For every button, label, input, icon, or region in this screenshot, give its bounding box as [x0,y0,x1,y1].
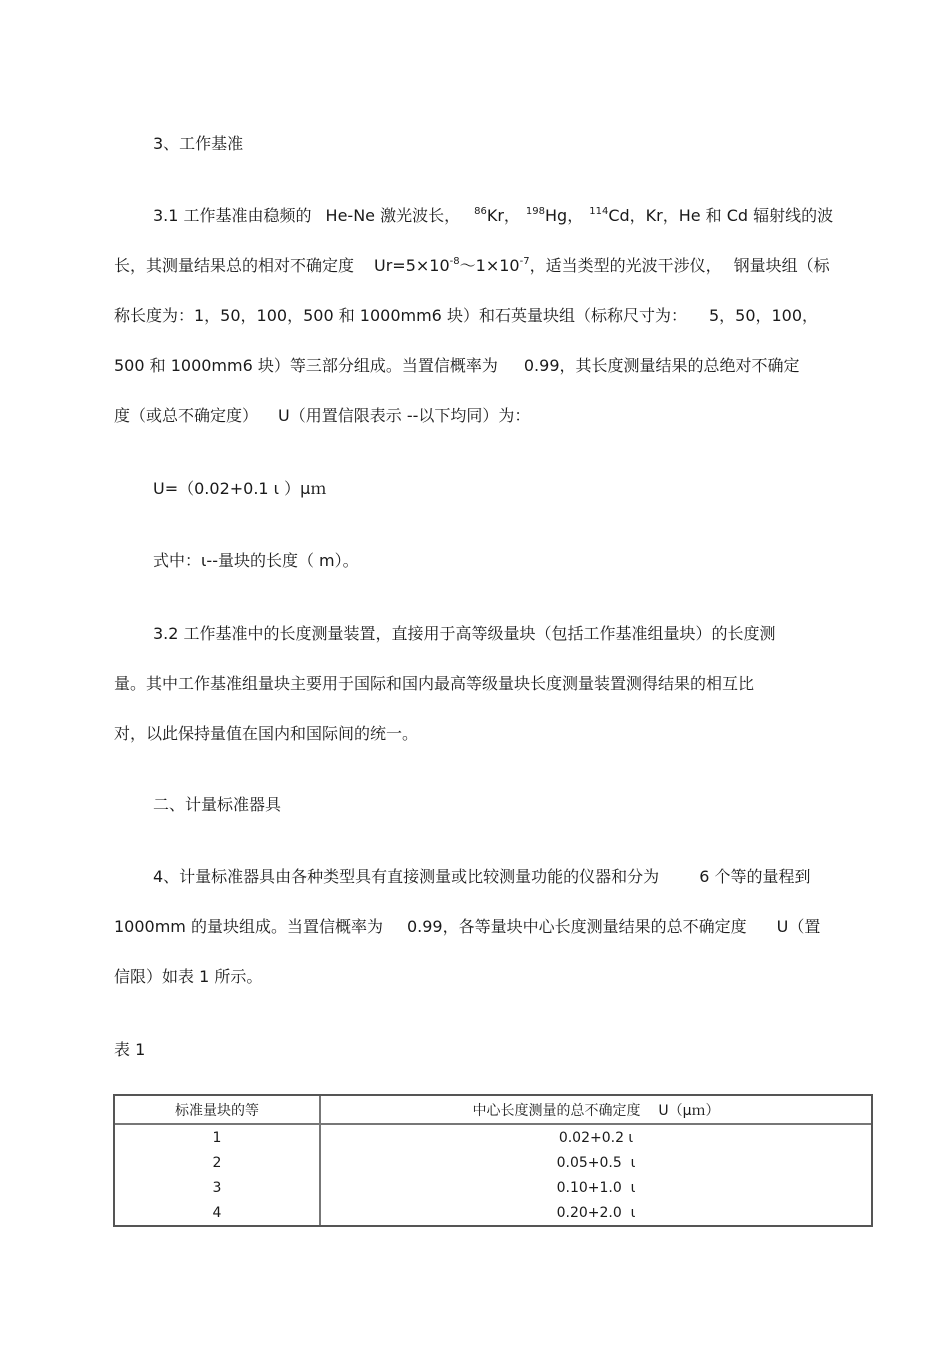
para-4-line-1 [153,867,810,887]
table-caption: 表 1 [114,1040,146,1059]
text: 度（或总不确定度） [114,406,259,425]
superscript: 198 [525,206,546,217]
text: 6 个等的量程到 [699,867,811,886]
column-header: 中心长度测量的总不确定度 U（μｍ） [321,1096,871,1125]
table-cell: 2 [115,1150,321,1175]
superscript: -7 [519,256,530,267]
table-cell: 4 [115,1200,321,1225]
para-3-1-line-2 [114,256,830,276]
text: He-Ne 激光波长， [325,206,461,225]
text: U（置 [776,917,821,936]
table-cell: 0.20+2.0 ι [556,1204,636,1221]
text: U（用置信限表示 --以下均同）为： [278,406,531,425]
text: 长，其测量结果总的相对不确定度 [114,256,355,275]
table-row [115,1175,871,1200]
text: 5，50，100， [708,306,819,325]
table-header-row [115,1096,871,1125]
text: 4、计量标准器具由各种类型具有直接测量或比较测量功能的仪器和分为 [153,867,660,886]
para-3-2-line-1: 3.2 工作基准中的长度测量装置，直接用于高等级量块（包括工作基准组量块）的长度测 [153,624,776,643]
superscript: 86 [474,206,487,217]
para-3-1-line-5 [114,406,530,426]
para-3-1-line-4 [114,356,800,376]
para-4-line-3: 信限）如表 1 所示。 [114,967,263,986]
para-3-2-line-3: 对，以此保持量值在国内和国际间的统一。 [114,724,419,743]
text: ～1×10 [459,256,520,275]
text: ，适当类型的光波干涉仪， [529,256,722,275]
table-row [115,1125,871,1150]
table-cell: 0.02+0.2 ι [558,1129,634,1146]
para-3-1-line-1 [153,206,833,226]
para-3-1-line-3 [114,306,818,326]
formula: U=（0.02+0.1 ι ）μｍ [153,479,327,498]
text: 0.99，各等量块中心长度测量结果的总不确定度 [406,917,747,936]
table-cell: 1 [115,1125,321,1150]
text: 称长度为：1，50，100，500 和 1000mm6 块）和石英量块组（标称尺寸为： [114,306,687,325]
superscript: -8 [449,256,460,267]
table-cell: 0.10+1.0 ι [556,1179,636,1196]
para-4-line-2 [114,917,820,937]
formula-where: 式中：ι--量块的长度（ m）。 [153,551,359,570]
text: Cd，Kr，He 和 Cd 辐射线的波 [608,206,834,225]
table-row [115,1150,871,1175]
text: Kr， [486,206,520,225]
uncertainty-table [113,1094,873,1227]
table-row [115,1200,871,1225]
table-cell: 3 [115,1175,321,1200]
text: Hg， [545,206,584,225]
superscript: 114 [589,206,609,217]
text: 钢量块组（标 [733,256,830,275]
section-3-heading: 3、工作基准 [153,134,244,153]
text: 500 和 1000mm6 块）等三部分组成。当置信概率为 [114,356,498,375]
section-2-heading: 二、计量标准器具 [153,795,282,814]
table-cell: 0.05+0.5 ι [556,1154,636,1171]
text: 3.1 工作基准由稳频的 [153,206,312,225]
column-header: 标准量块的等 [115,1096,321,1125]
text: 0.99，其长度测量结果的总绝对不确定 [523,356,800,375]
para-3-2-line-2: 量。其中工作基准组量块主要用于国际和国内最高等级量块长度测量装置测得结果的相互比 [114,674,755,693]
text: Ur=5×10 [374,256,450,275]
text: 1000mm 的量块组成。当置信概率为 [114,917,383,936]
